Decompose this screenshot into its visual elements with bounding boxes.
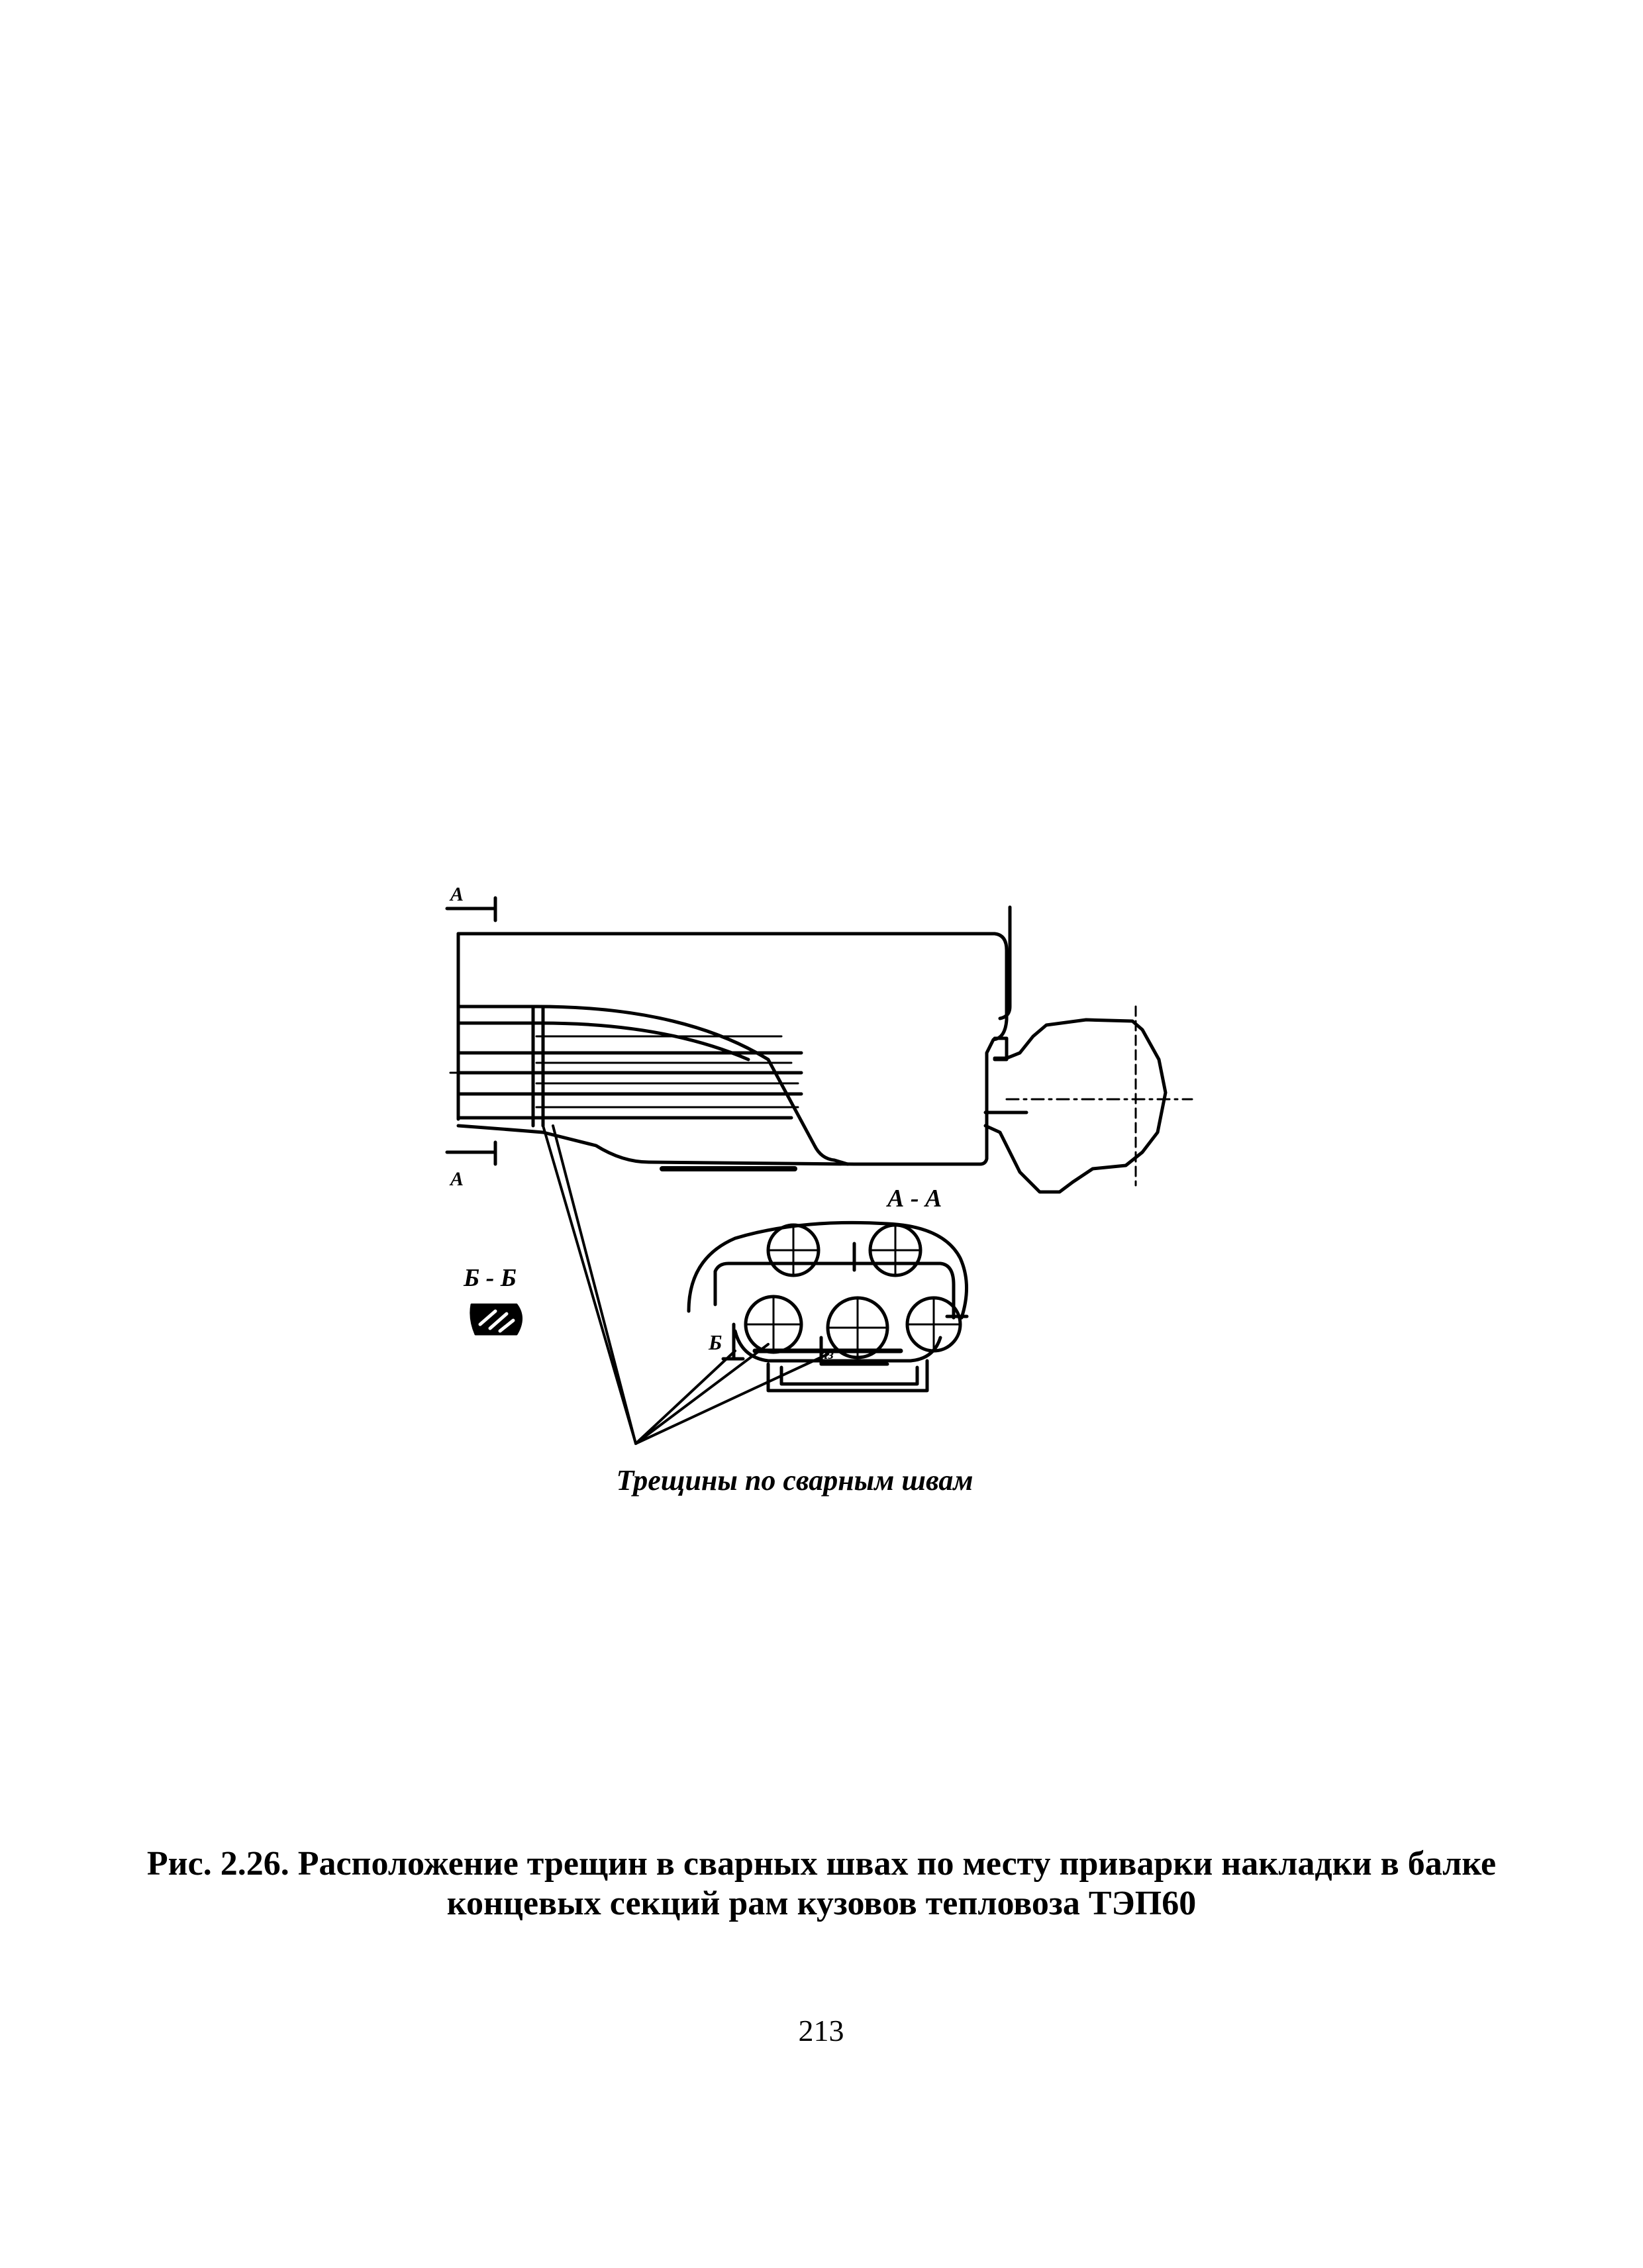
crack-label: Трещины по сварным швам [616, 1464, 973, 1497]
coupler-detail [985, 1007, 1192, 1192]
section-a-marker-bottom [447, 1142, 495, 1190]
page-number: 213 [798, 2014, 844, 2047]
technical-drawing [424, 861, 1219, 1523]
svg-text:А: А [450, 883, 464, 905]
svg-text:Б: Б [709, 1330, 722, 1354]
figure-caption [132, 1844, 1511, 1924]
section-aa-label: А - А [887, 1185, 942, 1212]
caption-line-1: Рис. 2.26. Расположение трещин в сварных швах по месту приварки накладки в балке [146, 1845, 1497, 1883]
caption-line-2: концевых секций рам кузовов тепловоза ТЭП60 [446, 1885, 1197, 1922]
section-aa-view [689, 1222, 967, 1391]
svg-text:А: А [450, 1168, 464, 1190]
section-bb-hatch [471, 1305, 522, 1334]
section-a-marker-top [447, 883, 495, 920]
weld-size-label: hз [820, 1346, 834, 1362]
beam-body [450, 907, 1010, 1169]
section-bb-label: Б - Б [464, 1264, 517, 1292]
crack-leader-lines [543, 1126, 828, 1444]
